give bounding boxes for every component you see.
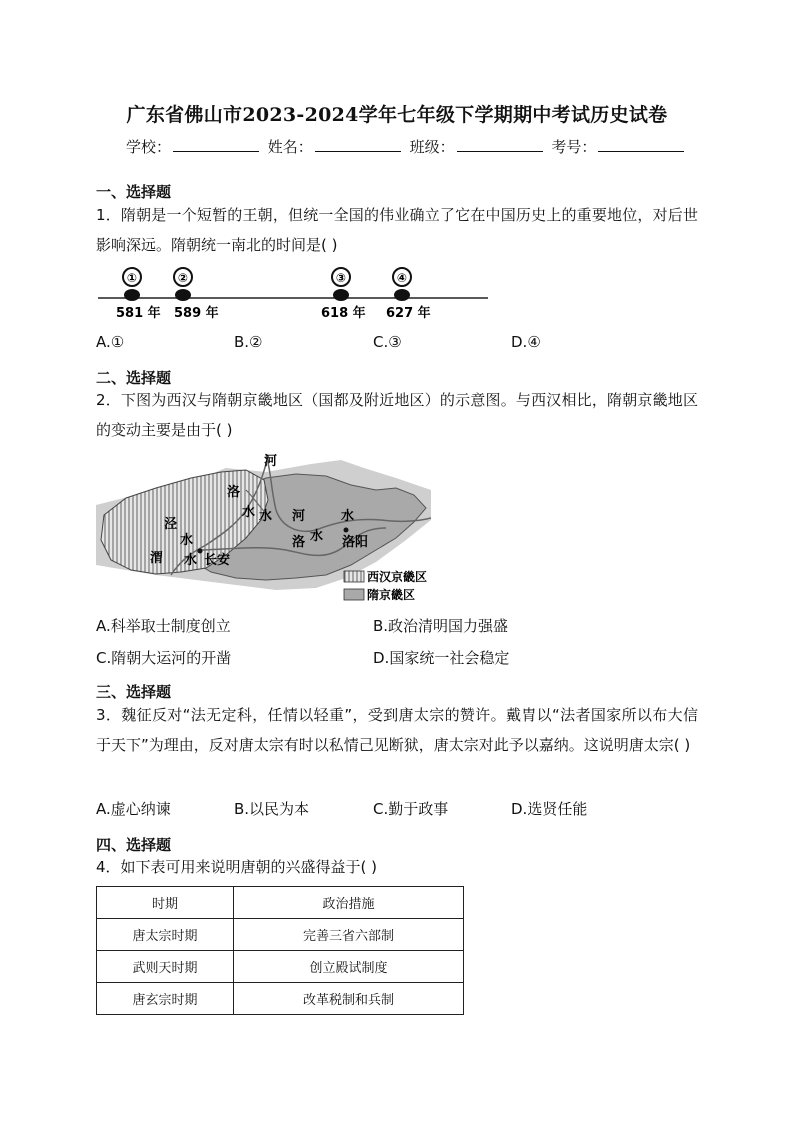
map-city-luoyang: 洛阳	[342, 535, 369, 550]
table-cell-measure: 改革税制和兵制	[234, 983, 464, 1015]
section-heading-1: 一、选择题	[96, 183, 172, 201]
map-label-luo-lower: 洛	[292, 535, 306, 550]
name-field[interactable]	[315, 137, 401, 152]
table-cell-period: 武则天时期	[97, 951, 234, 983]
policy-table	[96, 886, 464, 1015]
question-2-text: 2．下图为西汉与隋朝京畿地区（国都及附近地区）的示意图。与西汉相比，隋朝京畿地区的变动主要是由于( )	[96, 391, 698, 439]
table-cell-period: 唐太宗时期	[97, 919, 234, 951]
legend-label-sui: 隋京畿区	[367, 588, 416, 602]
question-1-text: 1．隋朝是一个短暂的王朝，但统一全国的伟业确立了它在中国历史上的重要地位，对后世影响深远。隋朝统一南北的时间是( )	[96, 206, 698, 254]
school-label: 学校：	[126, 138, 172, 156]
q3-option-c[interactable]: C.勤于政事	[373, 800, 449, 818]
section-heading-2: 二、选择题	[96, 369, 172, 387]
map-label-he-north: 河	[264, 454, 278, 469]
q3-option-a[interactable]: A.虚心纳谏	[96, 800, 171, 818]
table-header-row	[97, 887, 464, 919]
legend-swatch-sui	[344, 589, 364, 600]
q1-option-d[interactable]: D.④	[511, 333, 541, 351]
map-label-shui-3: 水	[341, 509, 355, 524]
timeline-marker-4	[393, 268, 411, 301]
timeline-marker-1	[123, 268, 141, 301]
changan-dot	[198, 549, 203, 554]
school-field[interactable]	[173, 137, 259, 152]
timeline-figure	[96, 265, 496, 325]
map-label-luo-upper: 洛	[227, 485, 241, 500]
map-label-wei: 渭	[150, 551, 164, 566]
timeline-label-589: 589 年	[174, 306, 219, 321]
question-4-text: 4．如下表可用来说明唐朝的兴盛得益于( )	[96, 858, 378, 876]
map-label-jing: 泾	[164, 517, 178, 532]
name-label: 姓名：	[267, 138, 313, 156]
q1-option-a[interactable]: A.①	[96, 333, 125, 351]
timeline-label-618: 618 年	[321, 306, 366, 321]
timeline-label-581: 581 年	[116, 306, 161, 321]
q3-option-b[interactable]: B.以民为本	[234, 800, 310, 818]
class-label: 班级：	[409, 138, 455, 156]
map-city-changan: 长安	[204, 553, 231, 568]
table-row	[97, 919, 464, 951]
q2-option-d[interactable]: D.国家统一社会稳定	[373, 649, 510, 667]
table-row	[97, 983, 464, 1015]
timeline-label-627: 627 年	[386, 306, 431, 321]
map-label-shui-6: 水	[184, 553, 198, 568]
map-label-shui-4: 水	[180, 533, 194, 548]
q2-option-b[interactable]: B.政治清明国力强盛	[373, 617, 509, 635]
page-title: 广东省佛山市2023-2024学年七年级下学期期中考试历史试卷	[126, 104, 668, 126]
map-label-shui-5: 水	[310, 529, 324, 544]
q2-option-a[interactable]: A.科举取士制度创立	[96, 617, 231, 635]
legend-label-han: 西汉京畿区	[367, 570, 428, 584]
table-header-period: 时期	[97, 887, 234, 919]
map-label-he-east: 河	[292, 509, 306, 524]
table-header-measure: 政治措施	[234, 887, 464, 919]
q1-option-c[interactable]: C.③	[373, 333, 402, 351]
capital-region-map	[96, 450, 431, 605]
legend-swatch-han	[344, 571, 364, 582]
luoyang-dot	[344, 528, 349, 533]
svg-text:①: ①	[126, 271, 138, 285]
timeline-marker-3	[332, 268, 350, 301]
svg-text:④: ④	[396, 271, 408, 285]
section-heading-3: 三、选择题	[96, 683, 172, 701]
number-label: 考号：	[551, 138, 597, 156]
map-label-shui-1: 水	[242, 505, 256, 520]
student-info-line	[126, 136, 688, 157]
table-cell-measure: 创立殿试制度	[234, 951, 464, 983]
table-row	[97, 951, 464, 983]
table-cell-period: 唐玄宗时期	[97, 983, 234, 1015]
q1-option-b[interactable]: B.②	[234, 333, 263, 351]
section-heading-4: 四、选择题	[96, 836, 172, 854]
svg-text:③: ③	[335, 271, 347, 285]
timeline-marker-2	[174, 268, 192, 301]
number-field[interactable]	[598, 137, 684, 152]
table-cell-measure: 完善三省六部制	[234, 919, 464, 951]
class-field[interactable]	[457, 137, 543, 152]
svg-text:②: ②	[177, 271, 189, 285]
question-3-text: 3．魏征反对“法无定科，任情以轻重”，受到唐太宗的赞许。戴胄以“法者国家所以布大信于天下”为理由，反对唐太宗有时以私情己见断狱，唐太宗对此予以嘉纳。这说明唐太宗( )	[96, 706, 698, 754]
map-label-shui-2: 水	[259, 509, 273, 524]
q2-option-c[interactable]: C.隋朝大运河的开凿	[96, 649, 232, 667]
q3-option-d[interactable]: D.选贤任能	[511, 800, 588, 818]
